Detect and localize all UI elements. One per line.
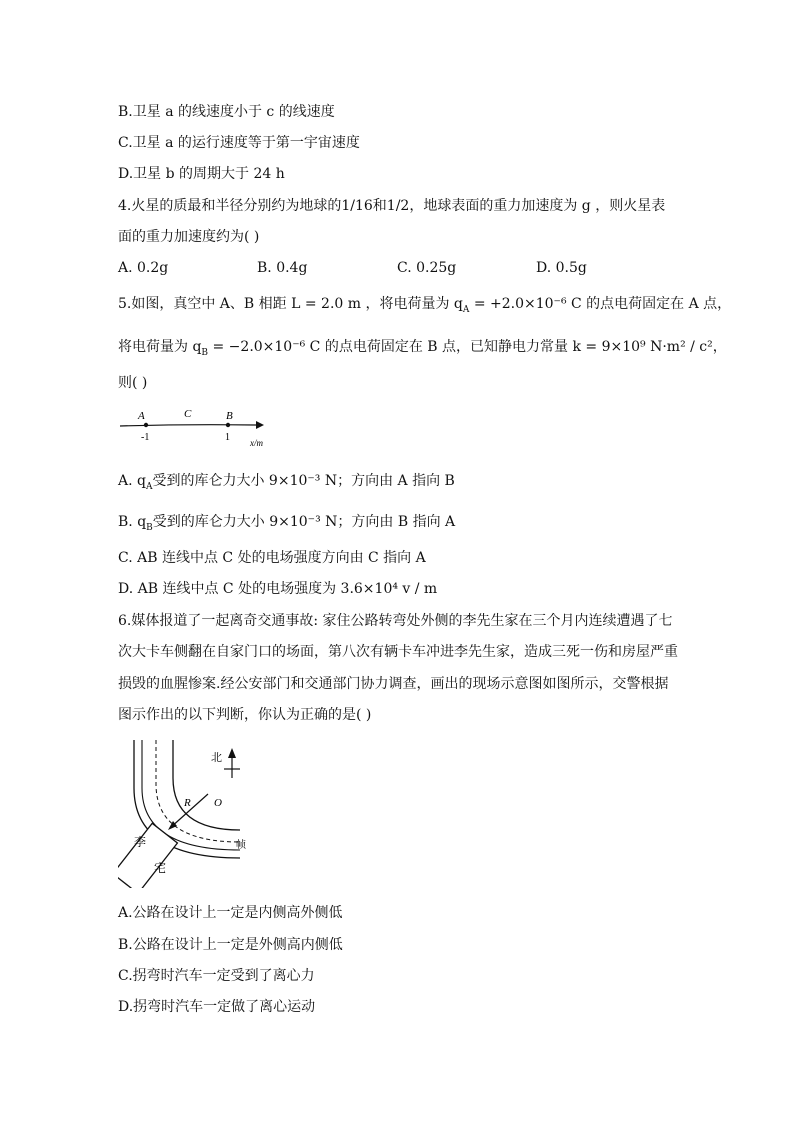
axis-line: [120, 425, 256, 426]
q5-option-d: D. AB 连线中点 C 处的电场强度为 3.6×10⁴ v / m: [118, 581, 438, 597]
q5-stem-2-text: 将电荷量为 q: [118, 339, 202, 355]
q6-stem-line-2: 次大卡车侧翻在自家门口的场面，第八次有辆卡车冲进李先生家，造成三死一伤和房屋严重: [118, 644, 678, 660]
q5-option-a: [118, 472, 455, 496]
house-label-1: 李: [134, 835, 147, 849]
q5-option-b-text: B. q: [118, 514, 147, 530]
q6-option-c: C.拐弯时汽车一定受到了离心力: [118, 968, 315, 984]
q5-stem-2-tail: = −2.0×10⁻⁶ C 的点电荷固定在 B 点，已知静电力常量 k = 9×10⁹ N·m² / c²，: [208, 339, 727, 355]
house-label-2: 宅: [154, 861, 167, 875]
q6-option-b: B.公路在设计上一定是外侧高内侧低: [118, 937, 343, 953]
q5-axis-figure: [118, 404, 268, 452]
q6-option-d: D.拐弯时汽车一定做了离心运动: [118, 999, 316, 1015]
q5-stem-line-2: [118, 338, 727, 362]
q4-option-b: B. 0.4g: [257, 260, 308, 276]
axis-arrow-icon: [256, 421, 264, 429]
point-a: [144, 423, 148, 427]
label-b: B: [226, 410, 233, 422]
house-box: [118, 823, 177, 888]
q5-stem-2-sub: B: [201, 347, 209, 358]
q5-stem-line-1: [118, 295, 731, 319]
q5-option-b: [118, 513, 455, 537]
label-c: C: [184, 408, 192, 420]
q3-option-d: D.卫星 b 的周期大于 24 h: [118, 166, 285, 182]
q4-stem-line-1: 4.火星的质最和半径分别约为地球的1/16和1/2，地球表面的重力加速度为 g ，则火星表: [118, 198, 666, 214]
q4-stem-line-2: 面的重力加速度约为( ): [118, 229, 260, 245]
q5-stem-1-text: 5.如图，真空中 A、B 相距 L = 2.0 m ，将电荷量为 q: [118, 296, 463, 312]
q5-option-a-tail: 受到的库仑力大小 9×10⁻³ N；方向由 A 指向 B: [152, 473, 455, 489]
road-center-line: [156, 740, 240, 842]
q4-option-c: C. 0.25g: [397, 260, 457, 276]
q5-stem-1-sub: A: [462, 304, 470, 315]
q5-option-b-tail: 受到的库仑力大小 9×10⁻³ N；方向由 B 指向 A: [152, 514, 456, 530]
label-a: A: [138, 410, 145, 422]
center-label: O: [214, 797, 222, 809]
road-label: 帧: [236, 840, 246, 851]
q6-stem-line-1: 6.媒体报道了一起离奇交通事故: 家住公路转弯处外侧的李先生家在三个月内连续遭遇了七: [118, 613, 673, 629]
q5-stem-line-3: 则( ): [118, 375, 148, 391]
q5-option-a-text: A. q: [118, 473, 146, 489]
q6-road-figure: [118, 738, 268, 888]
q5-option-c: C. AB 连线中点 C 处的电场强度方向由 C 指向 A: [118, 550, 426, 566]
north-label: 北: [211, 752, 222, 764]
axis-label: x/m: [250, 438, 263, 448]
q5-option-a-sub: A: [145, 481, 153, 492]
q4-option-d: D. 0.5g: [536, 260, 587, 276]
point-b: [226, 423, 230, 427]
radius-label: R: [184, 797, 191, 809]
q6-stem-line-4: 图示作出的以下判断，你认为正确的是( ): [118, 707, 372, 723]
q3-option-b: B.卫星 a 的线速度小于 c 的线速度: [118, 104, 335, 120]
q6-stem-line-3: 损毁的血腥惨案.经公安部门和交通部门协力调查，画出的现场示意图如图所示，交警根据: [118, 676, 669, 692]
north-arrow-icon: [228, 748, 236, 758]
q4-option-a: A. 0.2g: [118, 260, 169, 276]
tick-1: 1: [225, 432, 230, 443]
q3-option-c: C.卫星 a 的运行速度等于第一宇宙速度: [118, 135, 360, 151]
tick-minus-1: -1: [141, 432, 150, 443]
q6-option-a: A.公路在设计上一定是内侧高外侧低: [118, 905, 343, 921]
q5-option-b-sub: B: [146, 522, 153, 533]
q5-stem-1-tail: = +2.0×10⁻⁶ C 的点电荷固定在 A 点，: [469, 296, 732, 312]
